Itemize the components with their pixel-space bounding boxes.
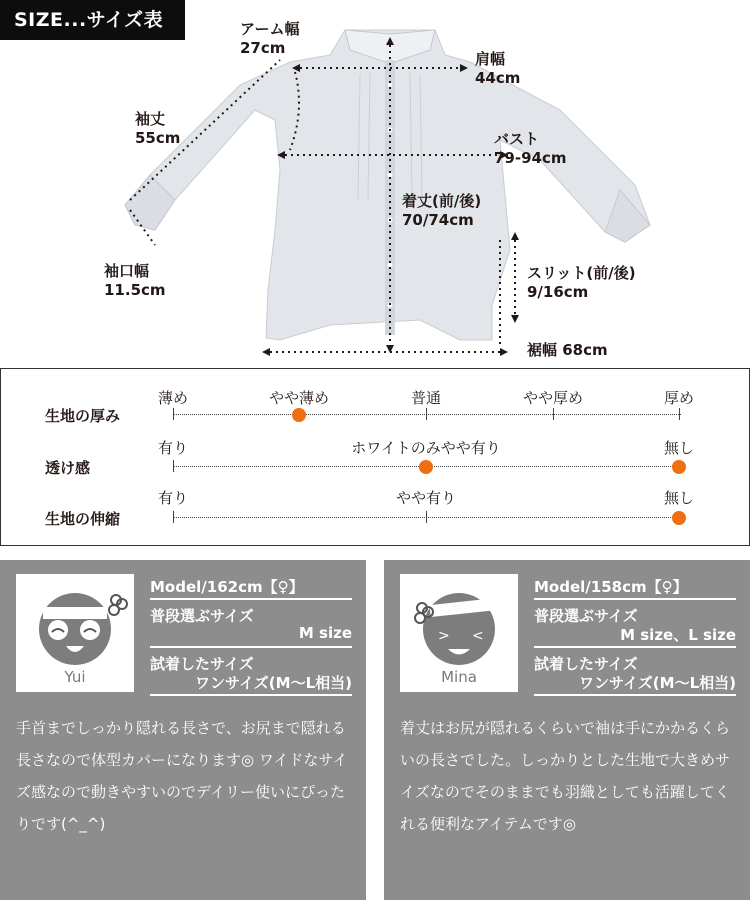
transparency-middle: ホワイトのみやや有り xyxy=(351,439,501,457)
stretch-marker xyxy=(672,511,686,525)
shoulder-measure xyxy=(475,50,520,88)
sleeve-value: 55cm xyxy=(135,129,181,147)
stretch-tick xyxy=(173,511,174,523)
hem-label-value: 裾幅 68cm xyxy=(527,341,608,359)
thickness-scale-0: 薄め xyxy=(157,389,189,407)
divider xyxy=(150,694,352,696)
avatar xyxy=(400,574,518,692)
sleeve-label: 袖丈 xyxy=(135,110,166,128)
bust-label: バスト xyxy=(494,130,540,148)
thickness-tick xyxy=(553,408,554,420)
avatar-name: Mina xyxy=(441,668,477,686)
usual-size-value: M size xyxy=(298,624,352,642)
shoulder-value: 44cm xyxy=(475,69,521,87)
length-value: 70/74cm xyxy=(402,211,474,229)
thickness-scale-3: やや厚め xyxy=(522,389,584,407)
length-measure xyxy=(402,192,481,230)
model-comment: 着丈はお尻が隠れるくらいで袖は手にかかるくらいの長さでした。しっかりとした生地で大きめサイズなのでそのままでも羽織としても活躍してくれる便利なアイテムです◎ xyxy=(400,719,731,833)
sleeve-measure xyxy=(135,110,180,148)
slit-value: 9/16cm xyxy=(527,283,589,301)
stretch-right: 無し xyxy=(663,489,695,507)
hem-measure xyxy=(527,341,608,360)
slit-measure xyxy=(527,264,636,302)
usual-size-label: 普段選ぶサイズ xyxy=(534,607,638,625)
usual-size-label: 普段選ぶサイズ xyxy=(150,607,254,625)
slit-label: スリット(前/後) xyxy=(527,264,636,282)
arm-width-value: 27cm xyxy=(240,39,286,57)
transparency-row-label: 透け感 xyxy=(45,459,91,477)
cuff-value: 11.5cm xyxy=(104,281,166,299)
tried-size-label: 試着したサイズ xyxy=(150,655,254,673)
model-card-yui xyxy=(0,560,366,900)
size-title-badge: SIZE...サイズ表 xyxy=(0,0,185,40)
shirt-illustration xyxy=(0,0,750,368)
transparency-left: 有り xyxy=(157,439,189,457)
divider xyxy=(534,646,736,648)
shoulder-label: 肩幅 xyxy=(475,50,506,68)
arm-width-label: アーム幅 xyxy=(240,20,300,38)
stretch-row-label: 生地の伸縮 xyxy=(45,510,121,528)
divider xyxy=(534,694,736,696)
stretch-left: 有り xyxy=(157,489,189,507)
bust-value: 79-94cm xyxy=(494,149,567,167)
transparency-tick xyxy=(173,460,174,472)
divider xyxy=(150,598,352,600)
svg-text:>: > xyxy=(438,628,450,644)
svg-text:<: < xyxy=(472,628,484,644)
cuff-measure xyxy=(104,262,166,300)
avatar-name: Yui xyxy=(64,668,86,686)
arm-width-measure xyxy=(240,20,300,58)
model-header: Model/162cm【♀】 xyxy=(150,578,304,596)
model-card-mina xyxy=(384,560,750,900)
model-header: Model/158cm【♀】 xyxy=(534,578,688,596)
thickness-scale-line xyxy=(173,414,681,415)
model-comment: 手首までしっかり隠れる長さで、お尻まで隠れる長さなので体型カバーになります◎ ワイドなサイズ感なので動きやすいのでデイリー使いにぴったりです(^_^) xyxy=(16,719,348,833)
stretch-middle: やや有り xyxy=(395,489,457,507)
usual-size-value: M size、L size xyxy=(620,626,736,644)
size-chart-area xyxy=(0,0,750,368)
thickness-scale-1: やや薄め xyxy=(268,389,330,407)
thickness-marker xyxy=(292,408,306,422)
thickness-scale-2: 普通 xyxy=(410,389,442,407)
tried-size-label: 試着したサイズ xyxy=(534,655,638,673)
divider xyxy=(150,646,352,648)
thickness-tick xyxy=(679,408,680,420)
thickness-tick xyxy=(426,408,427,420)
thickness-tick xyxy=(173,408,174,420)
transparency-marker-right xyxy=(672,460,686,474)
stretch-scale-line xyxy=(173,517,681,518)
bust-measure xyxy=(494,130,567,168)
cuff-label: 袖口幅 xyxy=(104,262,150,280)
thickness-row-label: 生地の厚み xyxy=(45,407,121,425)
avatar xyxy=(16,574,134,692)
tried-size-value: ワンサイズ(M〜L相当) xyxy=(579,674,736,692)
thickness-scale-4: 厚め xyxy=(663,389,695,407)
tried-size-value: ワンサイズ(M〜L相当) xyxy=(195,674,352,692)
fabric-properties-panel xyxy=(0,368,750,546)
length-label: 着丈(前/後) xyxy=(402,192,482,210)
transparency-right: 無し xyxy=(663,439,695,457)
transparency-marker-middle xyxy=(419,460,433,474)
stretch-tick xyxy=(426,511,427,523)
divider xyxy=(534,598,736,600)
